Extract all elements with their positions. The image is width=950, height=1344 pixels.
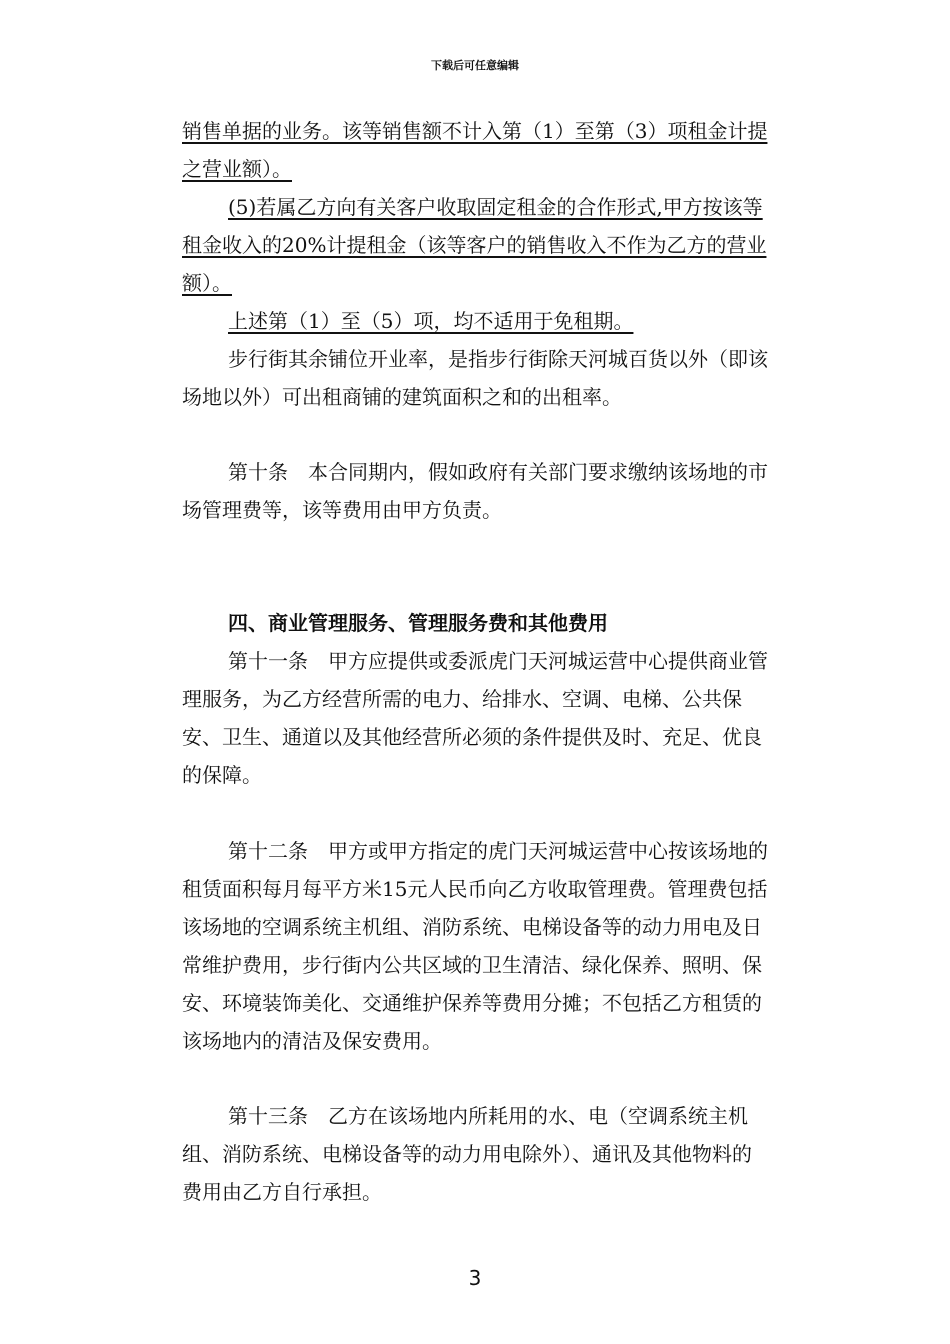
text-line: 该场地内的清洁及保安费用。 — [182, 1029, 442, 1053]
text-line: 场地以外）可出租商铺的建筑面积之和的出租率。 — [182, 385, 622, 409]
text-line: 销售单据的业务。该等销售额不计入第（1）至第（3）项租金计提 — [182, 119, 768, 143]
text-line: 场管理费等，该等费用由甲方负责。 — [182, 498, 502, 522]
text-line: 费用由乙方自行承担。 — [182, 1180, 382, 1204]
text-line: (5)若属乙方向有关客户收取固定租金的合作形式,甲方按该等 — [228, 195, 763, 219]
text-line: 租赁面积每月每平方米15元人民币向乙方收取管理费。管理费包括 — [182, 877, 768, 901]
text-line: 步行街其余铺位开业率，是指步行街除天河城百货以外（即该 — [228, 347, 768, 371]
text-line: 组、消防系统、电梯设备等的动力用电除外）、通讯及其他物料的 — [182, 1142, 752, 1166]
text-line: 安、环境装饰美化、交通维护保养等费用分摊；不包括乙方租赁的 — [182, 991, 762, 1015]
section-heading: 四、商业管理服务、管理服务费和其他费用 — [228, 611, 608, 635]
article-10-line: 第十条 本合同期内，假如政府有关部门要求缴纳该场地的市 — [228, 460, 768, 484]
article-13-line: 第十三条 乙方在该场地内所耗用的水、电（空调系统主机 — [228, 1104, 748, 1128]
text-line: 之营业额）。 — [182, 157, 292, 181]
page-number: 3 — [468, 1266, 482, 1290]
text-line: 该场地的空调系统主机组、消防系统、电梯设备等的动力用电及日 — [182, 915, 762, 939]
article-11-line: 第十一条 甲方应提供或委派虎门天河城运营中心提供商业管 — [228, 649, 768, 673]
text-line: 额）。 — [182, 271, 232, 295]
text-line: 租金收入的20%计提租金（该等客户的销售收入不作为乙方的营业 — [182, 233, 767, 257]
text-line: 常维护费用，步行街内公共区域的卫生清洁、绿化保养、照明、保 — [182, 953, 762, 977]
text-line: 理服务，为乙方经营所需的电力、给排水、空调、电梯、公共保 — [182, 687, 742, 711]
text-line: 安、卫生、通道以及其他经营所必须的条件提供及时、充足、优良 — [182, 725, 762, 749]
page-header: 下载后可任意编辑 — [431, 59, 519, 72]
article-12-line: 第十二条 甲方或甲方指定的虎门天河城运营中心按该场地的 — [228, 839, 768, 863]
text-line: 的保障。 — [182, 763, 262, 787]
text-line: 上述第（1）至（5）项，均不适用于免租期。 — [228, 309, 634, 333]
